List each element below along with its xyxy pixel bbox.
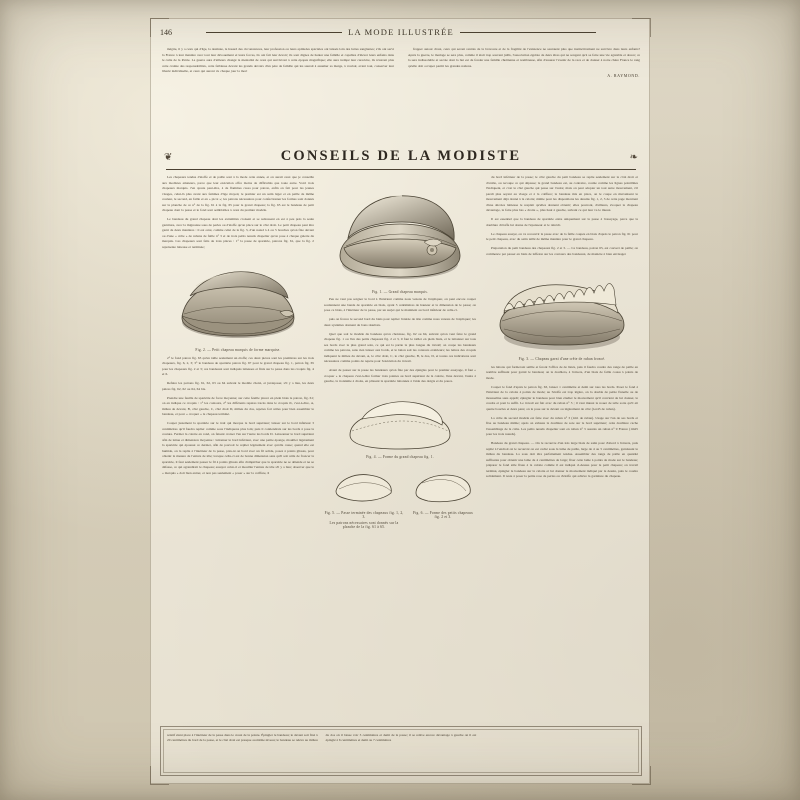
hat-form-illustration-fig6	[410, 465, 476, 509]
paragraph: Les chapeaux tendus d'étoffe et de paille sont à la mode cette année, et on aurait ceux que je conseille aux modistes amateurs, parce que leur exécution offre moins de difficultés que toute autre. Voici trois chapeaux marquis. J'en ajoute peut-être, à de flammes cassa pour patron, enfin on fait pour les jeunes visages, celui-là plus avant aux femmes d'âge moyen; le premier est un satin léger et en paille de même couleur, le second, en faille et en » picot »; les patrons nécessaires pour confectionner les formes sont donnés sur la planche de ce n° de la fig. 61 à la fig. 65 pour le grand chapeau; la fig. 65 est le bandeau de petit chapeau dont la passe et le fond sont semblables à ceux du premier modèle.	[162, 175, 314, 213]
hat-illustration-fig1	[328, 178, 473, 288]
paragraph: Préparation du petit bandeau des chapeaux fig. 2 et 3. — Ce bandeau, patron 65, est couvert de paille; on commence par passer en biais de laffeton sur les contours des bandeaux, de manière à bien envisager	[486, 246, 638, 256]
article-title-block	[162, 148, 640, 170]
paragraph: Quel que soit le modèle du bandeau qu'on choisisse, fig. 62 ou 64, suivant qu'on veut faire le grand chapeau fig. 1 ou l'un des petits chapeaux fig. 2 et 3, il faut le tailler en plein biais, et le laitonner sur tous ses bords avec le plus grand soin, ce qui est la partie la plus longue du travail; on coupe les bandeaux comme les patrons, sans rien laisser aux bords, et le laiton sait les contours extérieurs; les lettres des croquis indiquent le milieu du devant, A, le côté droit, C, le côté gauche, B, le dos, D, et toutes ces indications sont nécessaires comme points de repère pour l'exécution du travail.	[324, 331, 476, 364]
paragraph: Couper justement la spartérie sur le trait qui morque le bord supérieur; laisser sur le bord inférieur 3 centimètres qu'il faudra replier comme sous l'indiquons plus loin; puis il contiendrais sur les bords à pose la couture. Fermer la calotte en rond, on faisant croiser l'un sur l'autre les bords D. Laissonner le bord supérieur afin de laitue et dimension moyenne : laitonner le bord inférieur, avec une petite éponge, mouiller légèrement la spartérie qui époussé ce dernier, afin de pouvoir le replier légèrement avec qu'elle casse; quand elle est humide, on la replie à l'intérieur de la passe, près-ni on bord avec un fil solide, posez à points glissés, pour obtenir la mesure de l'entrée de tête; lorsque cella-ci est de bonne dimension sans qu'il soit utile de froncer la spartérie, il faut seulement passer le fil à points glissés afin d'empêcher que la spartérie ne se détende et ne se défasse, ce qui agrandirait le chapeau; essuyer celui-ci et mouiller l'entrée de tête s'il y a lieu; observer que le « marquis » doit bien entrer, et non pas seulement « poser » sur la coiffure, il	[162, 421, 314, 475]
figure-caption: Fig. 3. — Chapeau garni d'une crête de ruban froncé.	[518, 357, 606, 362]
figure-caption: Fig. 5. — Passe terminée des chapeaux fig. 1, 2, 3.	[324, 510, 404, 519]
flourish-left-icon: ❦	[164, 152, 173, 163]
paragraph: Le chapeau essayé, on va recouvrir la passe avec de la faille coupée en biais d'après le patron fig. 61 pour le petit chapeau, avec du satin taillé de même manière pour le grand chapeau.	[486, 231, 638, 242]
intro-text-right: frapper autour d'eux, ceux qui seront rentrés de la bravoure et de la fragilité de l'existence ne sauraient plus que instinctivement ne survivre dans leurs enfants? Après la guerre, le mariage se sera plus, comme il était trop souvent juills, l'association égoïste de deux êtres qui ne songent qu'à se faire une vie agréable et douce; ce la sera indissoluble et sacrée dont la but est de fonder une famille chrétienne et nombreuse, afin d'assurer l'avenir de la race et de donner à notre chère France le rang qu'elle doit occuper parmi les grandes nations.	[408, 47, 640, 68]
header-rule-left	[206, 32, 342, 33]
figure-caption: Fig. 1. — Grand chapeau marquis.	[371, 290, 429, 294]
figure-3	[486, 263, 638, 361]
paragraph: Prendre une feuille de spartérie de force moyenne; sur cette feuille placer en plein biais le patron, fig. 61; on en indique ce croquis : 1° les contours, 2° les différents repères tracés dans le croquis tb, c'est-à-dire, A, milieu de devant, B, côté gauche, C, côté droit D, milieu du dos, repères fort utiles pour bien assembler le bandeau, et pour « croquer » le chapeau terminé.	[162, 395, 314, 417]
page-title: CONSEILS DE LA MODISTE	[280, 148, 522, 164]
figure-4	[324, 391, 476, 459]
paragraph: Bandeau du grand chapeau. — On le recouvre d'un très large biais de satin posé d'abord à l'envers, puis replié à l'endroit où le recouvré on est caché sous la lame de paille, large de 4 ou 5 centimètres, garnissant le milieu du bandeau. La sous doit être parfaitement tendue. Assembler des rangs de paille en quantité suffisante pour obtenir une lame de 4 centimètres de large; fixer cette lame à points de mode sur le bandeau; préparer le fond stile fixée à la calotte comme il est indiqué ci-dessus pour le petit chapeau; on travail terminé, épingler le bandeau sur la calotte et lui donner le mouvement indiqué par le dessin, puis le coudre solidement. Il reste à poser la petite rose de perles ou d'étoffe qui achève la garniture du chapeau.	[486, 441, 638, 479]
body-column-right	[486, 172, 638, 531]
paragraph: du bord inférieur de la passe; le côté gauche du petit bandeau se replie seulement sur le côté droit et d'arrête, ou recoupe ce qui dépasse; le grand bandeau est, au contraire, coulée comme les lignes pointillées l'indiquent, et c'est le côté gauche qui passe sur l'autre; mais on peut adopter un tout autre mouvement, s'il paraît plus seyant au visage et à la coiffure; le bandeau mis en place, on le coupe en mécanisant le mouvement déjà donné à la calotte; même pour les dispositions les dessins fig. 1, 2, 3 de cette page montrent d'une décoles laitieuse le resplait qu'elles donnent obtenir; elles pourront, d'ailleurs, évoquer le chapeau davantage, le faire plus bas « droite », plus haut à gauche, suivant ce qui leur va le mieux.	[486, 175, 638, 213]
frame-text: relatif étant place à l'intérieur de la passe dans le creux de la pointe. Épingler le bandeau; le devant soit fixé à 20 centimètres du bord de la passe, et le côté droit est presque au même niveau; le bandeau se relève au milieu du dos où il laisse voir 3 centimètres et demi de la passe; il se relève encore davantage à gauche où il est épinglé à 6 centimètres et demi ou 7 centimètres	[167, 733, 477, 743]
hat-illustration-fig2	[168, 256, 308, 346]
intro-section	[162, 44, 640, 78]
figure-5	[324, 465, 404, 529]
paragraph: puis on fronce le second bord du biais pour replier l'entrée de tête comme nous venons de l'expliquer; les deux systèmes donnent de bons résultats.	[324, 317, 476, 327]
bottom-ornament-frame	[160, 726, 642, 776]
paragraph: Peu ne veut pas soigner le bord à l'intérieur comme nous venons de l'expliquer, on peut encore couper soutiennent une bande de spartérie en biais, ayant 3 centimètres de hauteur et la dimension de le passe; on pose ce biais, à l'intérieur de la passe, par un surjet qui le maintient au bord inférieur de celle-ci.	[324, 297, 476, 313]
paragraph: Couper le fond d'après le patron fig. 63, laisser 1 centimètre et demi sur tous les bords. Poser le fond à l'intérieur de la calotte à points de mode; au l'étoffe est trop légère, on la double de petite flanelle ou de mousseline sans apprêt; épingler le bandeau pour bien étudier le mouvement qu'il convient de lui donner, le coudre et pont la suffit. Le travail est fait avec du ruban n° 3 ; il vaut mieux le nouer de telle sorte qu'il ait quatre boucles et deux pans; on le pose sur le devant ou légèrement de côté (1er45 de ruban).	[486, 384, 638, 411]
body-column-left	[162, 172, 314, 531]
intro-column-left	[162, 44, 394, 78]
body-column-middle	[324, 172, 476, 531]
intro-column-right	[408, 44, 640, 78]
page-header	[160, 24, 642, 40]
paragraph: les laitons qui formeront saillie et feront l'office de de listés, puis il faudra coudre des range de paille en nombre suffisant pour garnir le bandeau; on le doublera, à l'envers, d'un biais de faille cousu à points de mode.	[486, 364, 638, 380]
figure-caption: Fig. 2. — Petit chapeau marquis de forme marquise.	[195, 348, 281, 353]
intro-text-left: mégrie, il y a ceux qui d'âge, la destinée, le hasard des circonstances, leur profession ou leurs aptitudes spéciales ont laissés loin des luttes sanglantes; s'ils ont servi la France à leur manière avec tout leur dévouement et leurs forces, ils ont fait leur devoir; ils sont dignes de hanter une famille et capables d'élever leurs enfants dans le culte de la Patrie. La guerre aura d'ailleurs changé la mentalité de ceux qui survivront à cette épopée magnifique; elle aura trempé leur caractère, ils n'auront plus cette crainte des responsabilités, cette faiblesse devant les grands devoirs d'un père de famille qui les saurait à assumer sa marge, à vouloir, avant tout, conserver leur liberté individuelle, et ceux qui auront vu chaque jour la mort	[162, 47, 394, 74]
masthead-title: LA MODE ILLUSTRÉE	[348, 27, 454, 37]
hat-illustration-fig3	[490, 263, 635, 355]
paragraph: Le bandeau du grand chapeau dont les extrémités croisent et se redressent en est à peu près la seule garniture, avec la mignonne sous de perles ou d'étoffe qu'on place sur le côté droit. Le petit chapeau peut être garni de deux manières : il est orné, comme celui de la fig. 3, d'un nœud à 4 ou 5 bouches qu'on fixe devant ou d'une « crête » de rubans de faille n° 3 et de trois petits nœuds chapelier qu'on pose à chaque galerie du marquis. Ces chapeaux sont faits de trois pièces : 1° la passe de spartérie, patrons fig. 61, que la fig. 2 représente laiteuse et terminée;	[162, 217, 314, 249]
article-body	[162, 172, 640, 531]
title-divider	[166, 169, 636, 170]
figure-6	[410, 465, 476, 529]
hat-brim-illustration-fig5	[331, 465, 397, 509]
paragraph: Il est essentiel que la bandeau de spartérie entre uniquement sur la passe à l'essayage, parce que la doublure d'étoffe lui donne de l'épaisseur et le rétrécit.	[486, 217, 638, 227]
folio-number: 146	[160, 27, 172, 37]
header-rule-right	[460, 32, 596, 33]
figure-note: Les patrons nécessaires sont donnés sur la planche de la fig. 61 à 65.	[329, 520, 399, 529]
flourish-right-icon: ❧	[629, 152, 638, 163]
paragraph: La crête du second modèle est faite avec du ruban n° 3 (1m1 de ruban). Usage sur l'un de ses bords et fixe au bandeau même; après on exhaste la doublure de soie sur le bord supérieur; cette doublure cache l'assemblage de la crête. Les petits nœuds chapelier sont en ruban n° 3 assurés un ruban n° 9 France (1m25 pour les trois nœuds).	[486, 415, 638, 437]
figure-caption: Fig. 6. — Forme des petits chapeaux fig. 2 et 3.	[413, 510, 473, 519]
article-signature: A. RAYMOND.	[607, 73, 640, 79]
figure-pair	[324, 461, 476, 531]
paragraph: 2° le fond patron fig. 63 qu'un taille seulement un étoffe; ces deux pièces sont les premières sur les trois chapeaux, fig. 6, 2, 3; 3° le bandeau de spartérie patron fig. 67 pour le grand chapeau fig. 1, patron fig. 65 pour les chapeaux fig. 2 et 3; ces bandeaux sont indiqués laiteuses et finis sur la passe dans les croquis fig. 4 et 6.	[162, 355, 314, 377]
hat-form-illustration-fig4	[340, 391, 460, 453]
paragraph: Refaire les patrons fig. 61, 62, 63 ou 64 suivant le modèle choisi, et juxtaposer, s'il y a lieu, les deux pièces fig. 62, 62 ou 64, 64 bis.	[162, 381, 314, 391]
figure-2	[162, 256, 314, 352]
paragraph: Avant de passer sur la passe les bandeaux qu'on fixe par des épingles pour le premier essayage, il faut « croquer » le chapeau c'est-à-dire former trois pointes au bord supérieur de la calotte, l'une devant, l'autre à gauche, la troisième à droite, en plissant la spartérie laitonnée à l'aide des doigts et du pouce.	[324, 368, 476, 384]
figure-caption: Fig. 4. — Forme du grand chapeau fig. 1.	[366, 454, 434, 459]
figure-1	[324, 178, 476, 294]
